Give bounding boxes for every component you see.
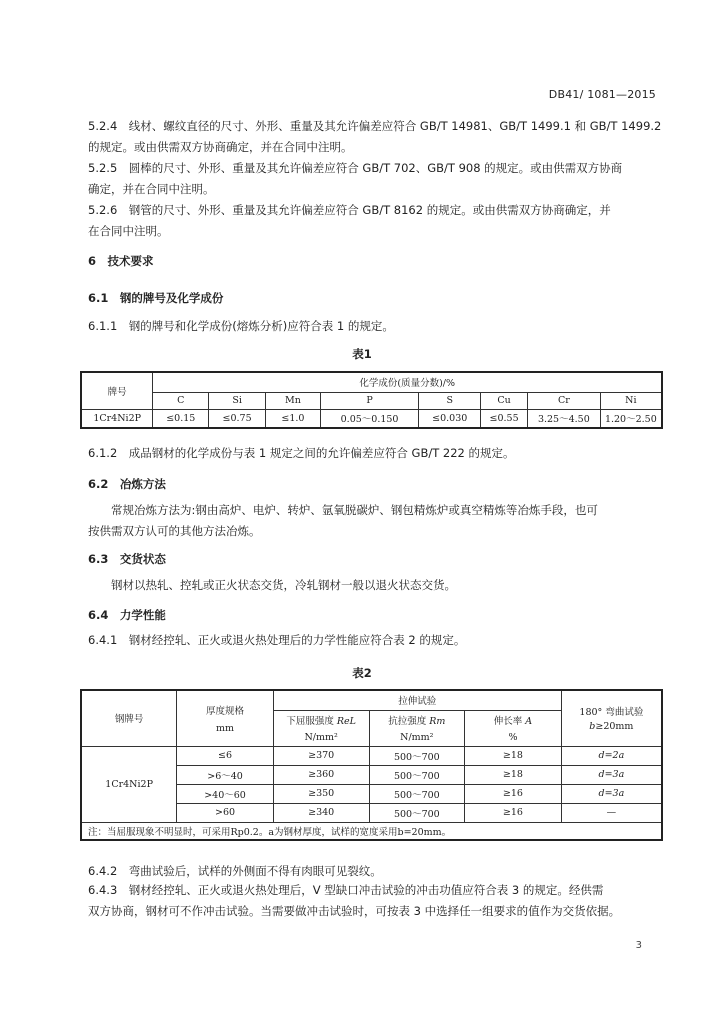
table1-group-header: 化学成份(质量分数)/% <box>153 372 662 392</box>
composition-cell: ≤0.55 <box>481 409 528 428</box>
table1-grade-header: 牌号 <box>81 372 153 409</box>
elongation-cell: ≥16 <box>465 803 562 822</box>
table2-thickness-header <box>177 690 274 746</box>
thickness-cell: >40～60 <box>177 784 274 803</box>
text-line: 的规定。或由供需双方协商确定，并在合同中注明。 <box>88 140 353 154</box>
thickness-unit: mm <box>216 722 235 734</box>
text-line: 5.2.4 线材、螺纹直径的尺寸、外形、重量及其允许偏差应符合 GB/T 14981、GB/T 1499.1 和 GB/T 1499.2 <box>88 119 662 133</box>
clause-6-1-1: 6.1.1 钢的牌号和化学成份(熔炼分析)应符合表 1 的规定。 <box>88 319 394 333</box>
tensile-group-header: 拉伸试验 <box>273 690 561 710</box>
text-line: 5.2.6 钢管的尺寸、外形、重量及其允许偏差应符合 GB/T 8162 的规定。或由供需双方协商确定，并 <box>88 203 611 217</box>
elong-label: 伸长率 <box>493 716 526 727</box>
composition-cell: ≤1.0 <box>266 409 321 428</box>
text-line: 常规冶炼方法为:钢由高炉、电炉、转炉、氩氧脱碳炉、钢包精炼炉或真空精炼等冶炼手段，也可 <box>111 503 598 517</box>
elongation-cell: ≥18 <box>465 746 562 765</box>
composition-cell: ≤0.030 <box>419 409 481 428</box>
table1-grade-cell: 1Cr4Ni2P <box>81 409 153 428</box>
tensile-cell: 500～700 <box>369 746 465 765</box>
element-header: Si <box>209 392 266 409</box>
clause-6-4-1: 6.4.1 钢材经控轧、正火或退火热处理后的力学性能应符合表 2 的规定。 <box>88 633 466 647</box>
bend-cond-value: ≥20mm <box>595 721 634 733</box>
yield-unit: N/mm² <box>304 732 338 743</box>
composition-cell: ≤0.15 <box>153 409 209 428</box>
element-header: Mn <box>266 392 321 409</box>
tensile-symbol: Rm <box>429 716 446 727</box>
bend-label: 180° 弯曲试验 <box>579 707 644 719</box>
table2-note: 注：当屈服现象不明显时，可采用Rp0.2。a为钢材厚度，试样的宽度采用b=20mm。 <box>81 822 662 840</box>
composition-cell: 1.20～2.50 <box>600 409 662 428</box>
tensile-unit: N/mm² <box>400 732 434 743</box>
elong-unit: % <box>508 732 518 743</box>
clause-6-4-3 <box>88 880 620 922</box>
table2-grade-header: 钢牌号 <box>81 690 177 746</box>
section-6-3-heading: 6.3 交货状态 <box>88 552 166 566</box>
composition-cell: 3.25～4.50 <box>528 409 601 428</box>
element-header: Cr <box>528 392 601 409</box>
clause-6-1-2: 6.1.2 成品钢材的化学成份与表 1 规定之间的允许偏差应符合 GB/T 222 的规定。 <box>88 446 515 460</box>
element-header: C <box>153 392 209 409</box>
clause-6-3-text: 钢材以热轧、控轧或正火状态交货，冷轧钢材一般以退火状态交货。 <box>111 578 456 592</box>
bend-symbol: b <box>589 721 596 733</box>
clause-6-4-2: 6.4.2 弯曲试验后，试样的外侧面不得有肉眼可见裂纹。 <box>88 864 382 878</box>
text-line: 按供需双方认可的其他方法冶炼。 <box>88 524 261 538</box>
section-6-heading: 6 技术要求 <box>88 254 154 268</box>
element-header: Ni <box>600 392 662 409</box>
section-6-1-heading: 6.1 钢的牌号及化学成份 <box>88 291 224 305</box>
elongation-cell: ≥16 <box>465 784 562 803</box>
composition-cell: 0.05～0.150 <box>320 409 419 428</box>
yield-cell: ≥350 <box>273 784 369 803</box>
section-6-4-heading: 6.4 力学性能 <box>88 608 166 622</box>
thickness-cell: >60 <box>177 803 274 822</box>
text-line: 在合同中注明。 <box>88 224 169 238</box>
section-6-2-heading: 6.2 冶炼方法 <box>88 477 166 491</box>
table1-caption: 表1 <box>352 347 372 361</box>
bend-cell: d=3a <box>561 765 662 784</box>
tensile-cell: 500～700 <box>369 784 465 803</box>
text-line: 双方协商，钢材可不作冲击试验。当需要做冲击试验时，可按表 3 中选择任一组要求的值作为交货依据。 <box>88 904 621 918</box>
elong-symbol: A <box>525 716 533 727</box>
clause-5-2-4 <box>88 116 661 158</box>
yield-label-line <box>276 713 367 727</box>
yield-cell: ≥370 <box>273 746 369 765</box>
tensile-label-line <box>372 713 463 727</box>
page-number: 3 <box>635 940 642 951</box>
text-line: 6.4.3 钢材经控轧、正火或退火热处理后，V 型缺口冲击试验的冲击功值应符合表 3 的规定。经供需 <box>88 883 604 897</box>
yield-label: 下屈服强度 <box>286 716 337 727</box>
table1 <box>80 371 663 429</box>
text-line: 确定，并在合同中注明。 <box>88 182 215 196</box>
yield-cell: ≥340 <box>273 803 369 822</box>
clause-5-2-6 <box>88 200 611 242</box>
element-header: S <box>419 392 481 409</box>
yield-header <box>273 710 369 746</box>
bend-cell: d=2a <box>561 746 662 765</box>
thickness-cell: ≤6 <box>177 746 274 765</box>
clause-5-2-5 <box>88 158 622 200</box>
element-header: P <box>320 392 419 409</box>
tensile-cell: 500～700 <box>369 765 465 784</box>
bend-test-header <box>561 690 662 746</box>
elong-label-line <box>467 713 559 727</box>
thickness-cell: >6～40 <box>177 765 274 784</box>
elongation-header <box>465 710 562 746</box>
table2 <box>80 689 663 841</box>
table2-grade-cell: 1Cr4Ni2P <box>81 746 177 822</box>
yield-cell: ≥360 <box>273 765 369 784</box>
bend-cell: — <box>561 803 662 822</box>
doc-id-header: DB41/ 1081—2015 <box>548 88 656 101</box>
table2-caption: 表2 <box>352 666 372 680</box>
tensile-header <box>369 710 465 746</box>
elongation-cell: ≥18 <box>465 765 562 784</box>
bend-cell: d=3a <box>561 784 662 803</box>
composition-cell: ≤0.75 <box>209 409 266 428</box>
text-line: 5.2.5 圆棒的尺寸、外形、重量及其允许偏差应符合 GB/T 702、GB/T 908 的规定。或由供需双方协商 <box>88 161 623 175</box>
bend-condition <box>564 721 659 732</box>
yield-symbol: ReL <box>336 716 356 727</box>
thickness-label: 厚度规格 <box>206 705 245 717</box>
tensile-label: 抗拉强度 <box>388 716 430 727</box>
clause-6-2-text <box>88 500 598 542</box>
tensile-cell: 500～700 <box>369 803 465 822</box>
element-header: Cu <box>481 392 528 409</box>
